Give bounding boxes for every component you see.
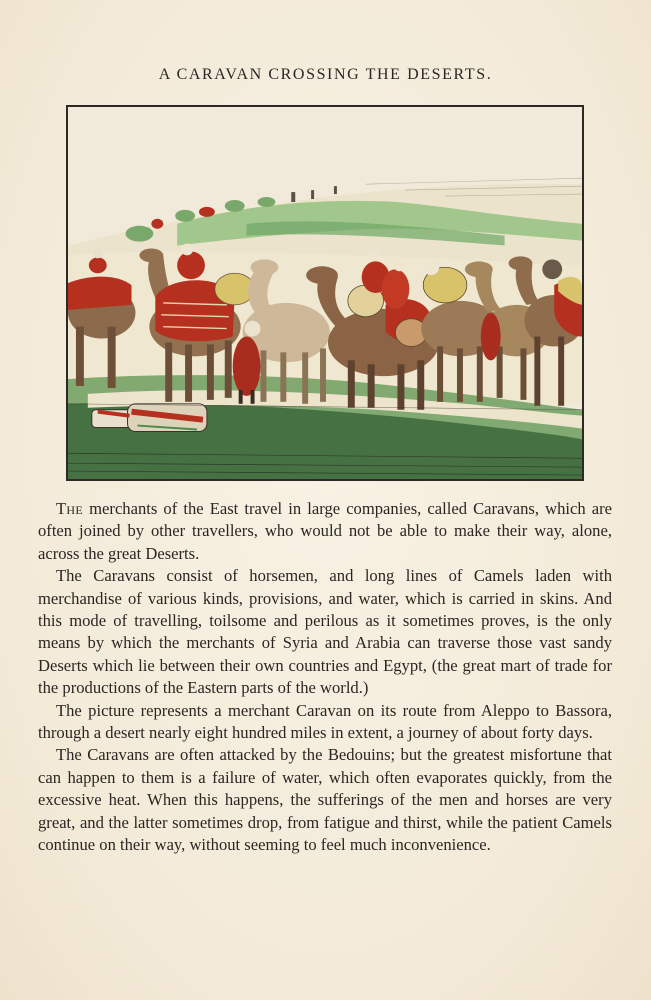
paragraph-1-rest: merchants of the East travel in large companies, called Caravans, which are often joined by other travellers, who would not be able to make their way, alone, across the great Deserts. (38, 499, 612, 563)
paragraph-3: The picture represents a merchant Caravan on its route from Aleppo to Bassora, through a desert nearly eight hundred miles in extent, a journey of about forty days. (38, 700, 612, 743)
paragraph-1 (38, 498, 612, 565)
illustration-frame (66, 105, 584, 481)
paragraph-4: The Caravans are often attacked by the Bedouins; but the greatest misfortune that can happen to them is a failure of water, which often evaporates quickly, from the excessive heat. When this happens, the sufferings of the men and horses are very great, and the latter sometimes drop, from fatigue and thirst, while the patient Camels continue on their way, without seeming to feel much inconvenience. (38, 745, 612, 855)
caravan-illustration (68, 107, 582, 479)
paragraph-1-lead: The (56, 499, 84, 518)
paragraph-2: The Caravans consist of horsemen, and long lines of Camels laden with merchandise of various kinds, provisions, and water, which is carried in skins. And this mode of travelling, toilsome and perilous as it sometimes proves, is the only means by which the merchants of Syria and Arabia can traverse those vast sandy Deserts which lie between their own countries and Egypt, (the great mart of trade for the productions of the Eastern parts of the world.) (38, 566, 612, 698)
body-text (38, 498, 612, 857)
page-title: A CARAVAN CROSSING THE DESERTS. (158, 66, 493, 83)
